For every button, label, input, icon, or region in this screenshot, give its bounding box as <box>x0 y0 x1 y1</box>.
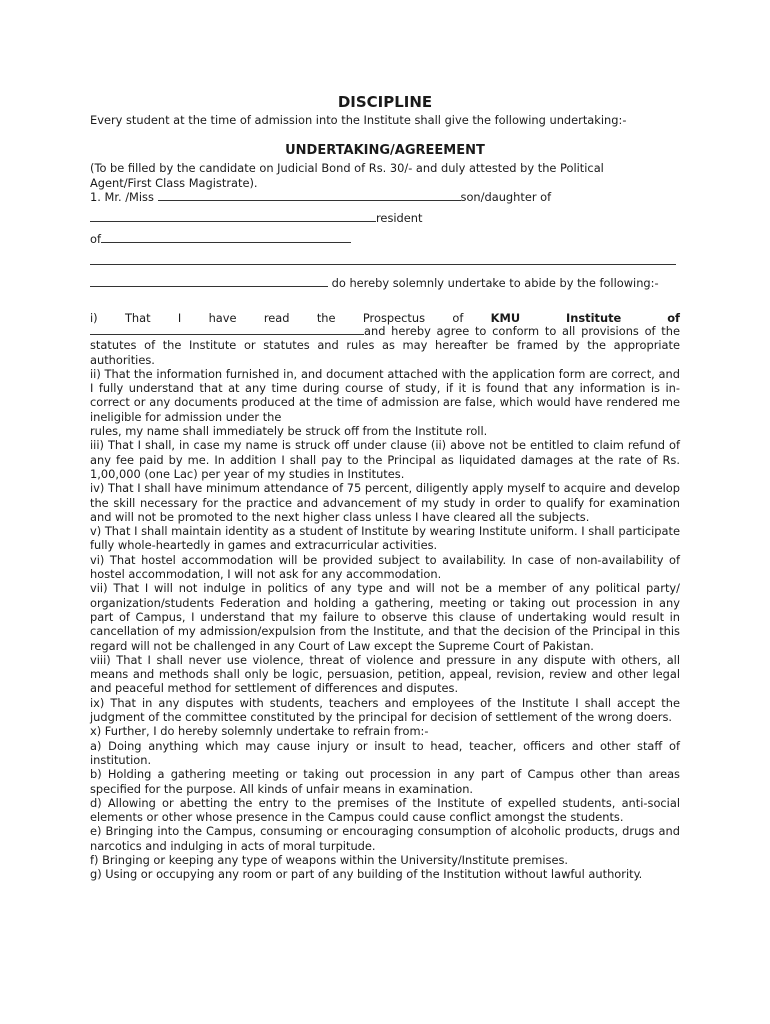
clause-word: That <box>124 311 151 325</box>
undertake-text: do hereby solemnly undertake to abide by the following:- <box>331 276 659 290</box>
form-line-undertake <box>90 276 659 290</box>
clause: a) Doing anything which may cause injury or insult to head, teacher, officers and other staff of institution. <box>90 738 680 767</box>
institute-name: KMU Institute of <box>490 311 680 325</box>
clause: vi) That hostel accommodation will be provided subject to availability. In case of non-availability of hostel accommodation, I will not ask for any accommodation. <box>90 552 680 582</box>
clause-word: of <box>452 311 464 325</box>
clause-word: the <box>316 311 336 325</box>
clause-word: i) <box>90 311 98 325</box>
page-title: DISCIPLINE <box>337 93 433 111</box>
form-line-parent <box>90 211 422 225</box>
parent-label: son/daughter of <box>460 190 552 204</box>
parent-blank[interactable] <box>90 211 376 222</box>
of-label: of <box>90 232 101 246</box>
clauses-body <box>90 324 680 882</box>
clause: b) Holding a gathering meeting or taking out procession in any part of Campus other than areas specified for the purpose. All kinds of unfair means in examination. <box>90 767 680 796</box>
clause: x) Further, I do hereby solemnly undertake to refrain from:- <box>90 724 429 739</box>
address-blank[interactable] <box>90 254 676 265</box>
clause: vii) That I will not indulge in politics of any type and will not be a member of any political party/ organization/students Federation and holding a gathering, meeting or taking out procession in any part of Campus, I understand that my failure to observe this clause of undertaking would result in cancellation of my admission/expulsion from the Institute, and that the decision of the Principal in this regard will not be challenged in any Court of Law except the Supreme Court of Pakistan. <box>90 581 680 653</box>
address-blank-2[interactable] <box>90 276 328 287</box>
intro-text: Every student at the time of admission into the Institute shall give the following undertaking:- <box>90 113 627 127</box>
clause: viii) That I shall never use violence, threat of violence and pressure in any dispute with others, all means and methods shall only be logic, persuasion, petition, appeal, revision, review and other legal and peaceful method for settlement of differences and disputes. <box>90 652 680 696</box>
clause-word: have <box>208 311 237 325</box>
clause: rules, my name shall immediately be struck off from the Institute roll. <box>90 424 488 439</box>
clause: g) Using or occupying any room or part of any building of the Institution without lawful authority. <box>90 867 643 882</box>
clause: v) That I shall maintain identity as a student of Institute by wearing Institute uniform. I shall participate fully whole-heartedly in games and extracurricular activities. <box>90 524 680 553</box>
clause-word: I <box>177 311 182 325</box>
form-line-name <box>90 190 551 204</box>
clause-i <box>90 324 680 367</box>
name-prefix: 1. Mr. /Miss <box>90 190 154 204</box>
form-line-address <box>90 254 676 268</box>
section-title: UNDERTAKING/AGREEMENT <box>285 143 485 158</box>
clause: e) Bringing into the Campus, consuming or encouraging consumption of alcoholic products, drugs and narcotics and indulging in acts of moral turpitude. <box>90 824 680 853</box>
clause-i-first-line <box>90 311 680 325</box>
clause: ix) That in any disputes with students, teachers and employees of the Institute I shall accept the judgment of the committee constituted by the principal for decision of settlement of the wrong doers. <box>90 695 680 725</box>
clause: iv) That I shall have minimum attendance of 75 percent, diligently apply myself to acquire and develop the skill necessary for the practice and advancement of my study in order to qualify for examination and will not be promoted to the next higher class unless I have cleared all the subjects. <box>90 481 680 524</box>
resident-label: resident <box>376 211 423 225</box>
clause: f) Bringing or keeping any type of weapons within the University/Institute premises. <box>90 852 569 867</box>
clause: iii) That I shall, in case my name is struck off under clause (ii) above not be entitled to claim refund of any fee paid by me. In addition I shall pay to the Principal as liquidated damages at the rate of Rs. 1,00,000 (one Lac) per year of my studies in Institutes. <box>90 438 680 481</box>
fill-instruction-line-1: (To be filled by the candidate on Judicial Bond of Rs. 30/- and duly attested by the Political <box>90 161 604 175</box>
clause-word: Prospectus <box>362 311 426 325</box>
name-blank[interactable] <box>158 190 461 201</box>
institute-blank[interactable] <box>90 324 364 335</box>
clause-word: read <box>263 311 290 325</box>
form-line-residence <box>90 232 351 246</box>
clause: ii) That the information furnished in, and document attached with the application form are correct, and I fully understand that at any time during course of study, if it is found that any information is in-correct or any documents produced at the time of admission are false, which would have rendered me ineligible for admission under the <box>90 366 680 424</box>
fill-instruction-line-2: Agent/First Class Magistrate). <box>90 176 258 190</box>
clause: d) Allowing or abetting the entry to the premises of the Institute of expelled students, anti-social elements or other whose presence in the Campus could cause conflict amongst the students. <box>90 795 680 825</box>
residence-blank[interactable] <box>101 232 351 243</box>
clause-i-text: and hereby agree to conform to all provisions of the statutes of the Institute or statutes and rules as may hereafter be framed by the appropriate authorities. <box>90 324 680 367</box>
